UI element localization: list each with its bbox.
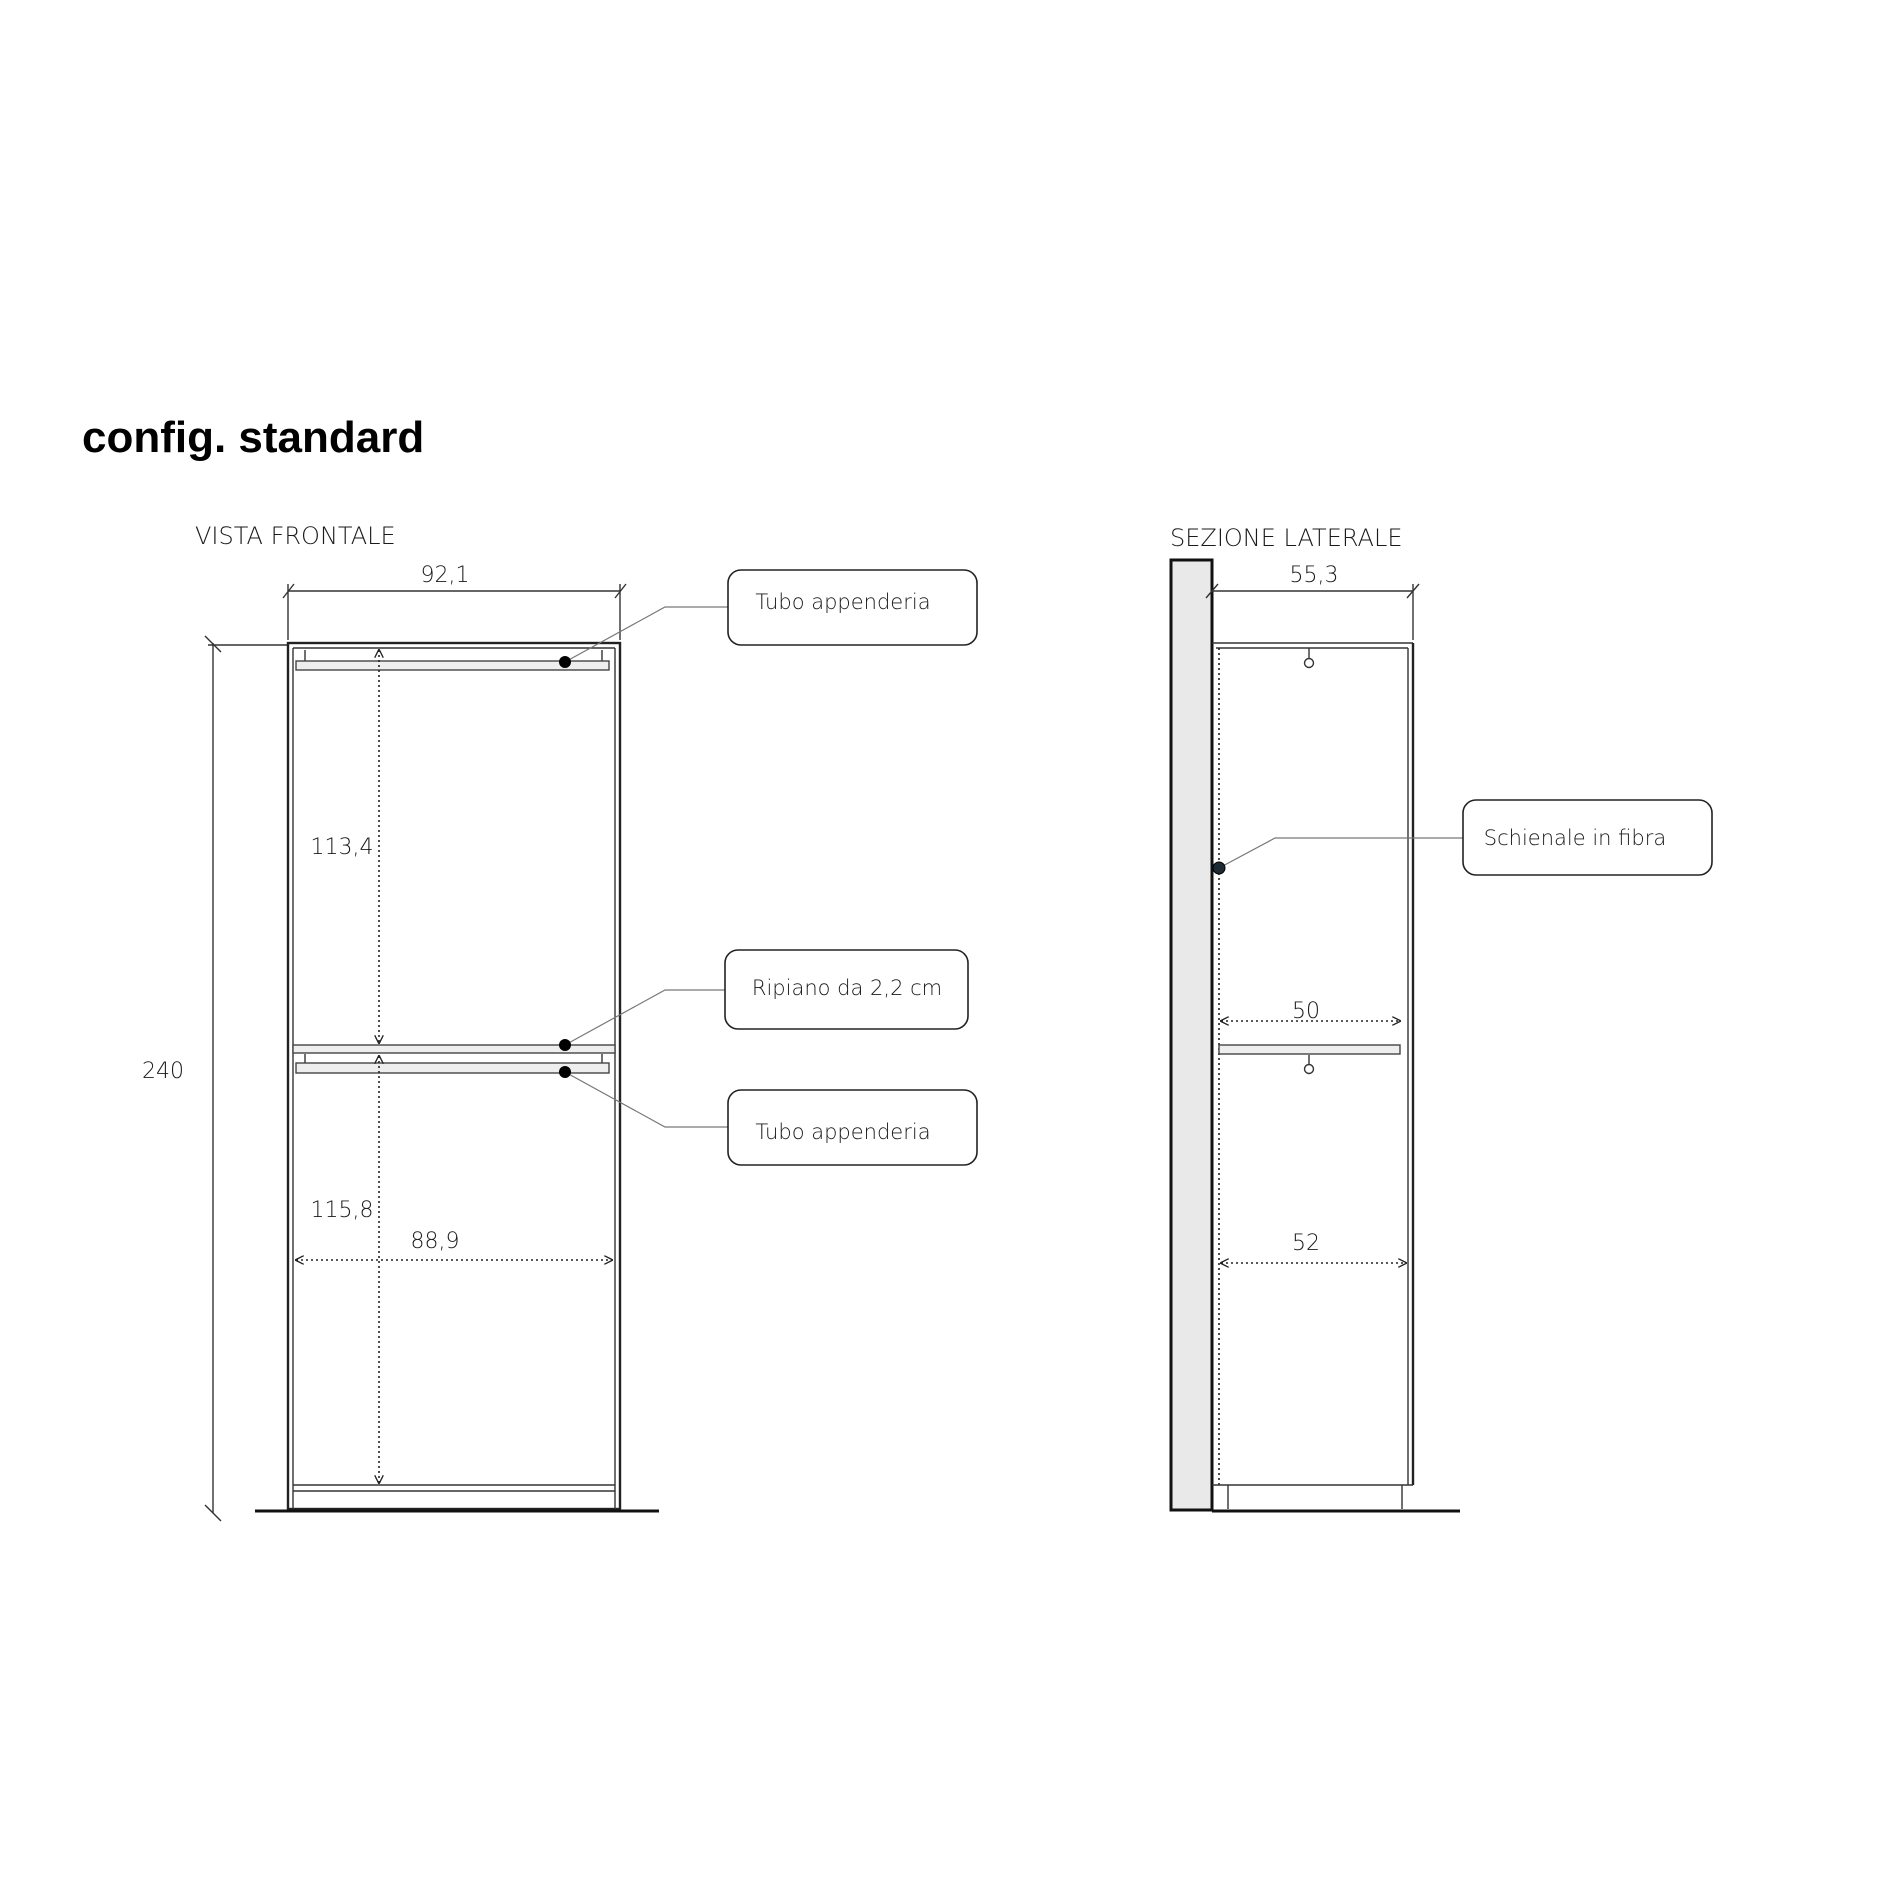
callout-bottom-rail-text: Tubo appenderia: [755, 1120, 931, 1144]
callout-back-panel-marker: [1213, 862, 1225, 874]
dim-height-total: [142, 636, 288, 1521]
dim-depth-outer-value: 55,3: [1289, 563, 1339, 588]
dim-lower-compartment: [311, 1056, 379, 1483]
callout-shelf-text: Ripiano da 2,2 cm: [751, 976, 943, 1000]
front-view-label: VISTA FRONTALE: [195, 522, 396, 550]
wardrobe-section: [1212, 643, 1460, 1511]
dim-inner-depth-value: 52: [1292, 1231, 1320, 1256]
wardrobe-front: [255, 643, 659, 1511]
callout-bottom-rail-marker: [559, 1066, 571, 1078]
dim-upper-compartment-value: 113,4: [310, 835, 374, 860]
top-rail-support: [1305, 648, 1314, 668]
dim-width-inner-value: 88,9: [410, 1229, 460, 1254]
page-title: config. standard: [82, 413, 425, 462]
dim-shelf-depth-value: 50: [1292, 999, 1320, 1024]
side-section-label: SEZIONE LATERALE: [1170, 524, 1403, 552]
callout-top-rail: [559, 570, 977, 668]
dim-inner-depth: [1221, 1231, 1406, 1263]
callout-back-panel: [1213, 800, 1712, 875]
callout-top-rail-text: Tubo appenderia: [755, 590, 931, 614]
dim-shelf-depth: [1221, 999, 1400, 1024]
callout-top-rail-marker: [559, 656, 571, 668]
callout-back-panel-text: Schienale in fibra: [1483, 826, 1667, 850]
dim-width-outer: [283, 563, 626, 640]
shelf-section: [1219, 1045, 1400, 1054]
dim-width-outer-value: 92,1: [420, 563, 470, 588]
callout-shelf-marker: [559, 1039, 571, 1051]
dim-depth-outer: [1206, 563, 1419, 640]
bottom-rail-support: [1305, 1055, 1314, 1074]
dim-lower-compartment-value: 115,8: [310, 1198, 374, 1223]
dim-height-total-value: 240: [142, 1059, 184, 1084]
dim-width-inner: [296, 1229, 612, 1260]
front-view: [142, 522, 977, 1521]
wall-section: [1171, 560, 1212, 1510]
callout-bottom-rail: [559, 1066, 977, 1165]
dim-upper-compartment: [311, 650, 379, 1043]
side-section: [1170, 524, 1712, 1511]
